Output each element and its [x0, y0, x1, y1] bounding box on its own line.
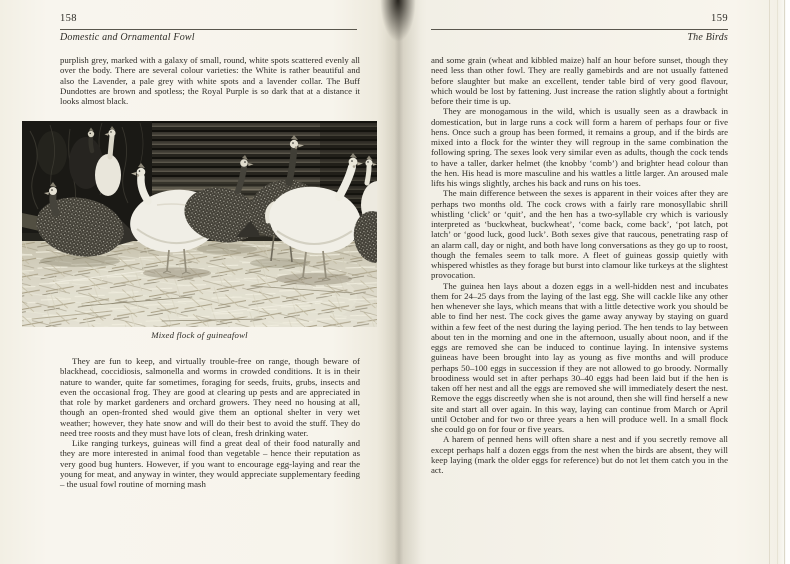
paragraph: Like ranging turkeys, guineas will find a great deal of their food naturally and they are more interested in animal food than vegetable – hence their reputation as very good bug hunters. However, if you want to encourage egg-laying and rear the young for meat, and anyway in winter, they would appreciate supplementary feeding – the usual fowl routine of morning mash [60, 438, 360, 489]
running-title-left: Domestic and Ornamental Fowl [60, 32, 195, 43]
page-edge-line [777, 0, 778, 564]
page-number-left: 158 [60, 13, 77, 24]
running-title-right: The Birds [687, 32, 728, 43]
page-edge-line [784, 0, 785, 564]
left-column-top [60, 55, 360, 106]
book-gutter-shadow [377, 0, 421, 564]
page-number-right: 159 [711, 13, 728, 24]
book-gutter-notch [380, 0, 416, 42]
paragraph: A harem of penned hens will often share a nest and if you secretly remove all except perhaps half a dozen eggs from the nest when the birds are absent, they will keep laying (mark the older eggs for reference) but do not let them catch you in the act. [431, 434, 728, 475]
guineafowl-photo-illustration [22, 121, 377, 327]
right-column [431, 55, 728, 475]
paragraph: The main difference between the sexes is apparent in their voices after they are perhaps two months old. The cock crows with a fairly rare monosyllabic shrill whistling ‘click’ or ‘quit’, and the hen has a two-syllable cry which is variously interpreted as ‘buckwheat, buckwheat’, ‘come back, come back’, ‘pot latch, pot latch’ or ‘good luck, good luck’. Both sexes give that raucous, penetrating rasp of an alarm call, day or night, and both have long conversations as they go up to roost, though the females seem to talk more. A fleet of guineas gossip quietly with whispered whistles as they forage but burst into clamour like turkeys at the slightest provocation. [431, 188, 728, 281]
guineafowl-photo [22, 121, 377, 327]
scan-margin [786, 0, 790, 564]
page-edge-line [769, 0, 770, 564]
paragraph: They are monogamous in the wild, which is usually seen as a drawback in domestication, but in large runs a cock will form a harem of perhaps four or five hens. Once such a group has been formed, it remains a group, and if the birds are mixed into a flock for the winter they will regroup in the same combination the following spring. The sexes look very similar even as adults, though the cock tends to have a taller, darker helmet (the knobby ‘comb’) and brighter head colour than the hen. His head is more masculine and his wattles a little larger. An aroused male lifts his wings slightly, arches his back and runs on his toes. [431, 106, 728, 188]
header-rule-left [60, 29, 357, 30]
left-column-bottom [60, 356, 360, 489]
header-rule-right [431, 29, 728, 30]
paragraph: They are fun to keep, and virtually trouble-free on range, though beware of blackhead, coccidiosis, salmonella and worms in crowded conditions. It is in their nature to wander, quite far sometimes, foraging for seeds, fruits, grubs, insects and even the occasional frog. They are good at clearing up pests and are appreciated in that role by market gardeners and orchard growers. They need no housing at all, though an open-fronted shed would give them an optional shelter in very wet weather; however, they hate snow and will do their best to avoid the stuff. They do need tree roosts and they must have lots of clean, fresh drinking water. [60, 356, 360, 438]
paragraph: and some grain (wheat and kibbled maize) half an hour before sunset, though they need less than other fowl. They are really gamebirds and are not usually fattened before slaughter but make an excellent, tender table bird of very good flavour, which would be lost by fattening. Just increase the ration slightly about a fortnight before their time is up. [431, 55, 728, 106]
paragraph: The guinea hen lays about a dozen eggs in a well-hidden nest and incubates them for 24–25 days from the laying of the last egg. She will cackle like any other hen whenever she lays, which means that with a little detective work you should be able to find her nest. The cock gives the game away anyway by staying on guard within a few feet of the nest during the laying period. The hen tends to lay between about ten in the morning and one in the afternoon, usually about noon, and if the eggs are removed she can be induced to continue laying. In intensive systems guineas have been brought into lay as young as five months and will produce perhaps 50–100 eggs in succession if they are not allowed to go broody. Normally broodiness would set in after perhaps 30–40 eggs had been laid but if the hen is taken off her nest and all the eggs are removed she will immediately desert the nest. Remove the eggs discreetly when she is not around, then she will find herself a new site and start all over again. In this way, laying can continue from March or April until October and for two or three years a hen will produce well. In a small flock she could go on for four or five years. [431, 280, 728, 434]
paragraph: purplish grey, marked with a galaxy of small, round, white spots scattered evenly all over the body. There are several colour varieties: the White is rather beautiful and also the Lavender, a pale grey with white spots and a lavender collar. The Buff Dundottes are brown and spotless; the Royal Purple is so dark that at a distance it looks almost black. [60, 55, 360, 106]
photo-caption: Mixed flock of guineafowl [151, 330, 248, 340]
